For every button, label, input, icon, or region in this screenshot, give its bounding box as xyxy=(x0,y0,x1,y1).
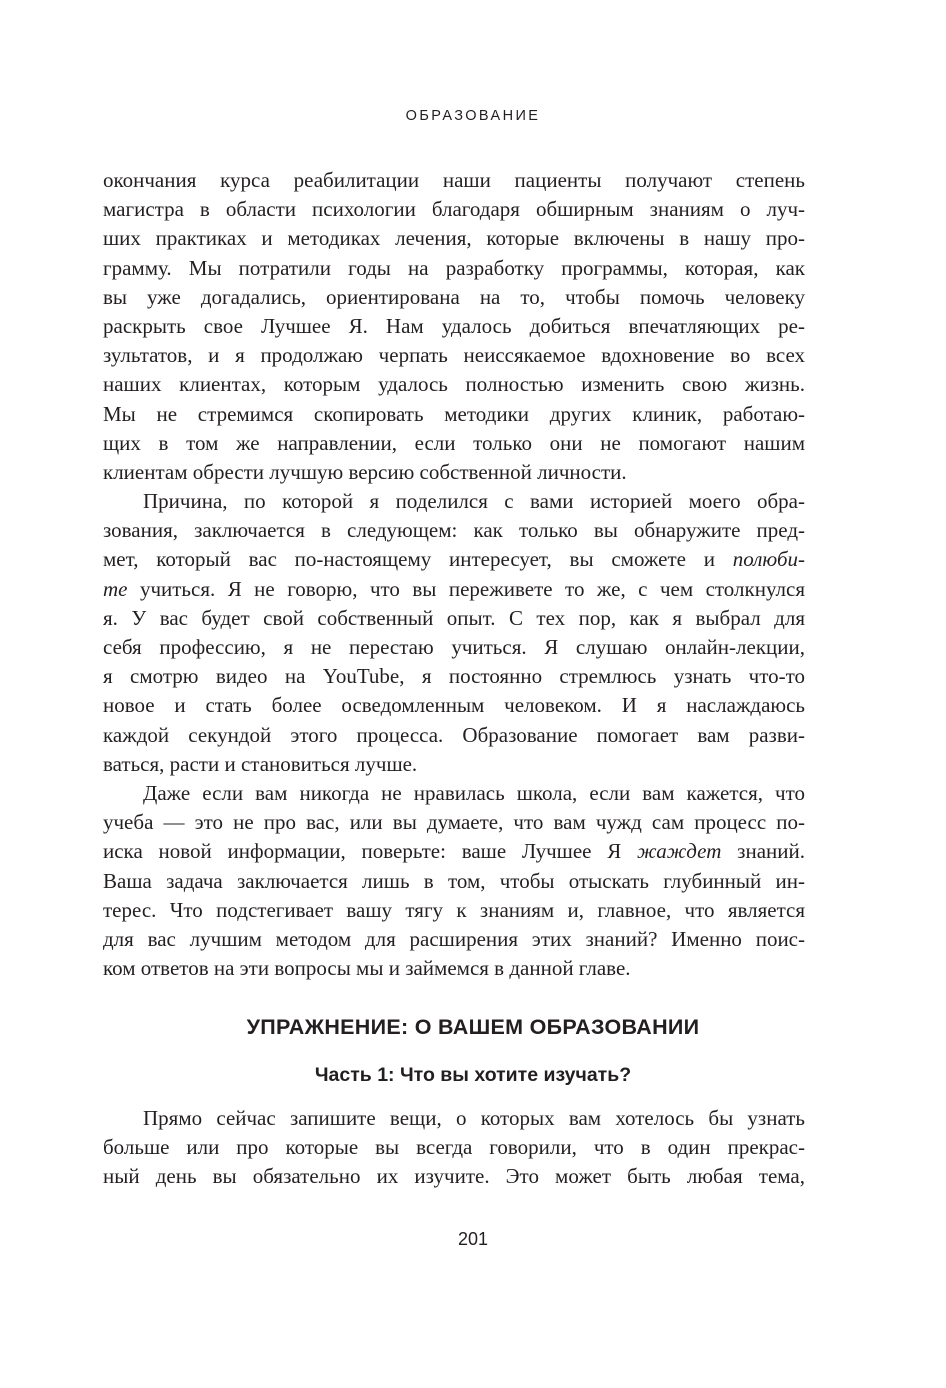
text-line: терес. Что подстегивает вашу тягу к знаниям и, главное, что является xyxy=(103,897,805,922)
text-line: я. У вас будет свой собственный опыт. С тех пор, как я выбрал для xyxy=(103,605,805,630)
text-line xyxy=(103,837,805,866)
paragraph-2 xyxy=(103,487,805,779)
text-run: мет, который вас по-настоящему интересует, вы сможете и xyxy=(103,547,733,572)
emphasis-text: те xyxy=(103,576,128,601)
text-line: зования, заключается в следующем: как только вы обнаружите пред- xyxy=(103,518,805,543)
paragraph-3 xyxy=(103,779,805,983)
text-line: раскрыть свое Лучшее Я. Нам удалось добиться впечатляющих ре- xyxy=(103,313,805,338)
text-run: учиться. Я не говорю, что вы переживете то же, с чем столкнулся xyxy=(127,576,805,601)
text-line: Причина, по которой я поделился с вами историей моего обра- xyxy=(143,489,805,513)
part-heading: Часть 1: Что вы хотите изучать? xyxy=(314,1064,632,1086)
text-line: Даже если вам никогда не нравилась школа, если вам кажется, что xyxy=(143,781,805,805)
text-line: ших практиках и методиках лечения, которые включены в нашу про- xyxy=(103,226,805,251)
text-line: каждой секундой этого процесса. Образование помогает вам разви- xyxy=(103,722,805,747)
text-line: магистра в области психологии благодаря обширным знаниям о луч- xyxy=(103,197,805,222)
text-line: ный день вы обязательно их изучите. Это может быть любая тема, xyxy=(103,1164,805,1189)
text-line: клиентам обрести лучшую версию собственной личности. xyxy=(103,459,627,484)
text-line: вы уже догадались, ориентирована на то, чтобы помочь человеку xyxy=(103,284,805,309)
text-line: грамму. Мы потратили годы на разработку программы, которая, как xyxy=(103,255,805,280)
page-number: 201 xyxy=(457,1229,489,1249)
text-line: щих в том же направлении, если только они не помогают нашим xyxy=(103,430,805,455)
text-line: для вас лучшим методом для расширения этих знаний? Именно поис- xyxy=(103,926,805,951)
text-line: ваться, расти и становиться лучше. xyxy=(103,751,418,776)
text-line: Мы не стремимся скопировать методики других клиник, работаю- xyxy=(103,401,805,426)
exercise-heading: УПРАЖНЕНИЕ: О ВАШЕМ ОБРАЗОВАНИИ xyxy=(246,1015,700,1039)
text-line: себя профессию, я не перестаю учиться. Я слушаю онлайн-лекции, xyxy=(103,634,805,659)
paragraph-1 xyxy=(103,166,805,487)
paragraph-4 xyxy=(103,1104,805,1192)
running-head: ОБРАЗОВАНИЕ xyxy=(405,108,541,124)
text-line: я смотрю видео на YouTube, я постоянно стремлюсь узнать что-то xyxy=(103,664,805,689)
text-line: больше или про которые вы всегда говорили, что в один прекрас- xyxy=(103,1135,805,1160)
text-line: окончания курса реабилитации наши пациенты получают степень xyxy=(103,168,805,192)
emphasis-text: жаждет xyxy=(637,839,722,864)
text-line xyxy=(103,545,805,574)
text-line: зультатов, и я продолжаю черпать неиссякаемое вдохновение во всех xyxy=(103,343,805,368)
emphasis-text: полюби- xyxy=(732,547,805,572)
text-line: наших клиентах, которым удалось полностью изменить свою жизнь. xyxy=(103,372,805,397)
text-line: учеба — это не про вас, или вы думаете, что вам чужд сам процесс по- xyxy=(103,810,805,835)
text-run: иска новой информации, поверьте: ваше Лучшее Я xyxy=(103,839,638,864)
text-line: Прямо сейчас запишите вещи, о которых вам хотелось бы узнать xyxy=(143,1106,805,1130)
text-line: Ваша задача заключается лишь в том, чтобы отыскать глубинный ин- xyxy=(103,868,805,893)
text-line: новое и стать более осведомленным человеком. И я наслаждаюсь xyxy=(103,693,805,718)
text-line: ком ответов на эти вопросы мы и займемся в данной главе. xyxy=(103,956,631,981)
text-line xyxy=(103,575,805,604)
text-run: знаний. xyxy=(721,839,805,864)
